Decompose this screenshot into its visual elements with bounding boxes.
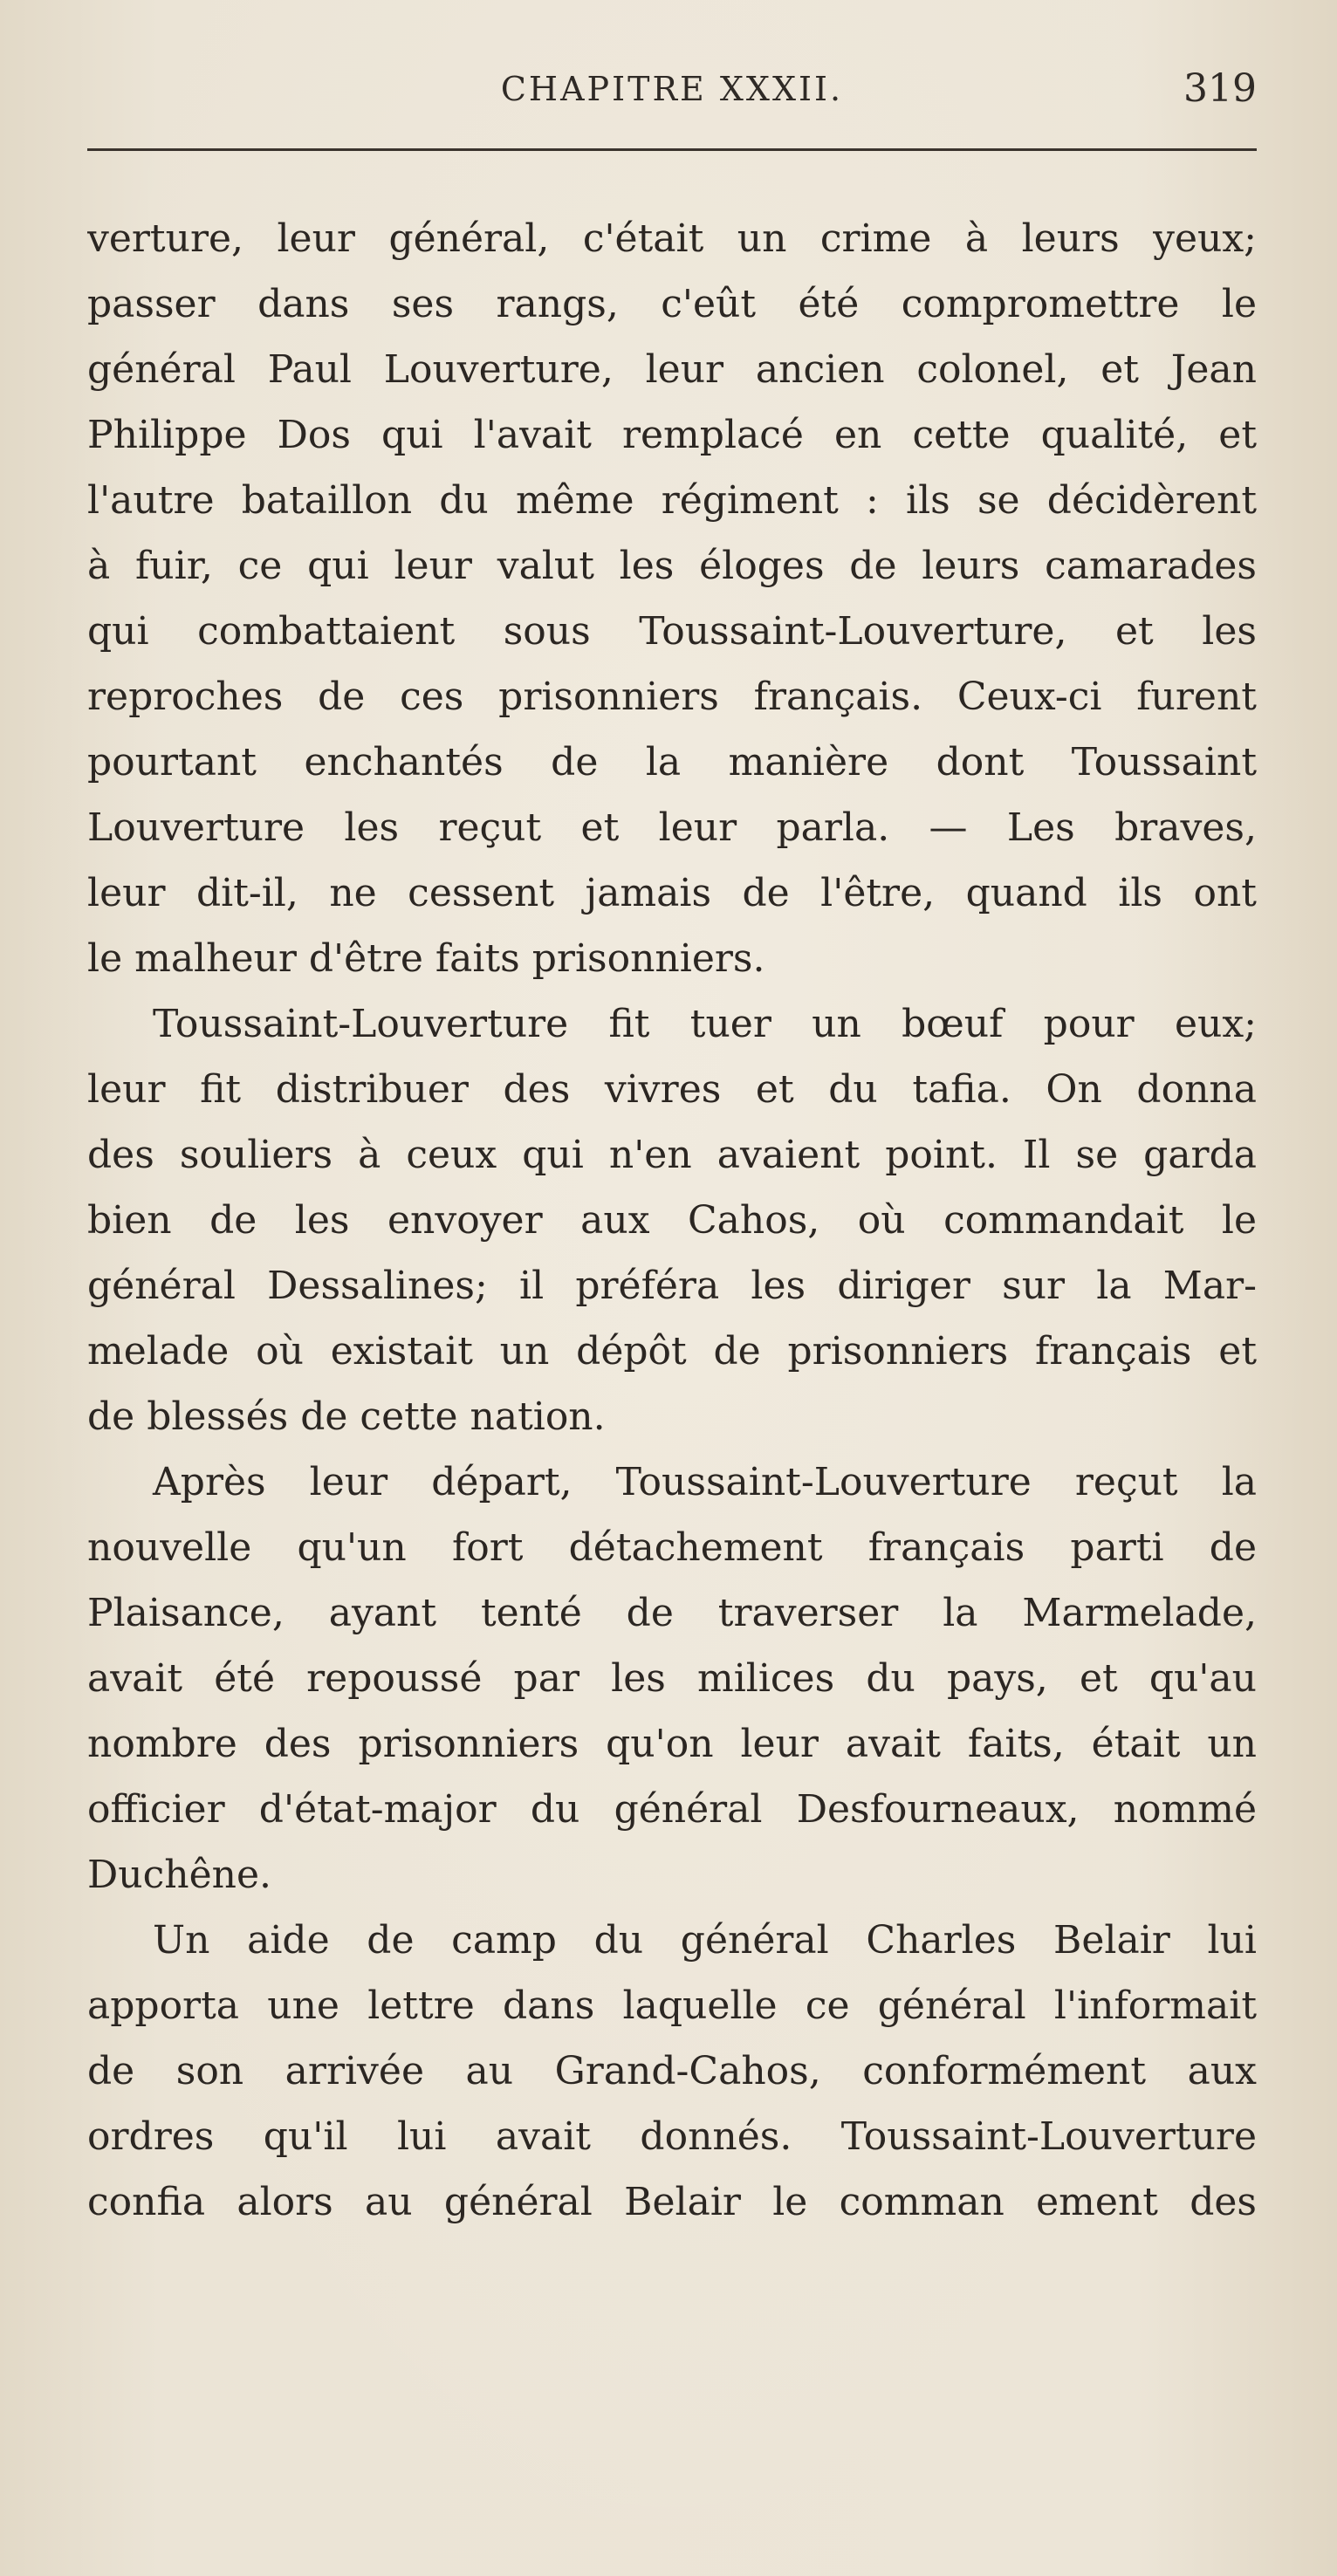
text-line: melade où existait un dépôt de prisonniers français et xyxy=(87,1329,1257,1374)
text-line: reproches de ces prisonniers français. Ceux-ci furent xyxy=(87,675,1257,719)
text-line: général Paul Louverture, leur ancien colonel, et Jean xyxy=(87,347,1257,392)
text-line: pourtant enchantés de la manière dont Toussaint xyxy=(87,740,1257,784)
text-line: leur dit-il, ne cessent jamais de l'être, quand ils ont xyxy=(87,871,1257,915)
text-line: Un aide de camp du général Charles Belair lui xyxy=(153,1918,1257,1963)
text-line: Duchêne. xyxy=(87,1853,271,1897)
body-text xyxy=(87,206,1257,2235)
text-line: général Dessalines; il préféra les diriger sur la Mar- xyxy=(87,1264,1257,1308)
text-line: leur fit distribuer des vivres et du tafia. On donna xyxy=(87,1067,1257,1112)
text-line: avait été repoussé par les milices du pays, et qu'au xyxy=(87,1656,1257,1701)
text-line: Après leur départ, Toussaint-Louverture reçut la xyxy=(153,1460,1257,1504)
text-line: officier d'état-major du général Desfourneaux, nommé xyxy=(87,1787,1257,1832)
text-line: des souliers à ceux qui n'en avaient point. Il se garda xyxy=(87,1133,1257,1177)
text-line: l'autre bataillon du même régiment : ils se décidèrent xyxy=(87,478,1257,523)
page-header xyxy=(87,61,1257,122)
text-line: nouvelle qu'un fort détachement français parti de xyxy=(87,1525,1257,1570)
text-line: qui combattaient sous Toussaint-Louverture, et les xyxy=(87,609,1257,654)
text-line: passer dans ses rangs, c'eût été compromettre le xyxy=(87,282,1257,326)
text-line: Toussaint-Louverture fit tuer un bœuf pour eux; xyxy=(153,1002,1257,1046)
text-line: ordres qu'il lui avait donnés. Toussaint-Louverture xyxy=(87,2114,1257,2159)
page-number: 319 xyxy=(1183,66,1257,111)
text-line: le malheur d'être faits prisonniers. xyxy=(87,936,765,981)
text-line: apporta une lettre dans laquelle ce général l'informait xyxy=(87,1983,1257,2028)
text-line: de blessés de cette nation. xyxy=(87,1394,606,1439)
text-line: Philippe Dos qui l'avait remplacé en cette qualité, et xyxy=(87,413,1257,457)
text-line: nombre des prisonniers qu'on leur avait faits, était un xyxy=(87,1722,1257,1766)
text-line: de son arrivée au Grand-Cahos, conformément aux xyxy=(87,2049,1257,2093)
running-title: CHAPITRE XXXII. xyxy=(500,70,844,108)
text-line: confia alors au général Belair le comman ement des xyxy=(87,2180,1257,2224)
text-line: verture, leur général, c'était un crime à leurs yeux; xyxy=(87,216,1257,261)
header-rule xyxy=(87,148,1257,151)
text-line: bien de les envoyer aux Cahos, où commandait le xyxy=(87,1198,1257,1243)
text-line: Plaisance, ayant tenté de traverser la Marmelade, xyxy=(87,1591,1257,1635)
text-line: à fuir, ce qui leur valut les éloges de leurs camarades xyxy=(87,544,1257,588)
text-line: Louverture les reçut et leur parla. — Les braves, xyxy=(87,805,1257,850)
